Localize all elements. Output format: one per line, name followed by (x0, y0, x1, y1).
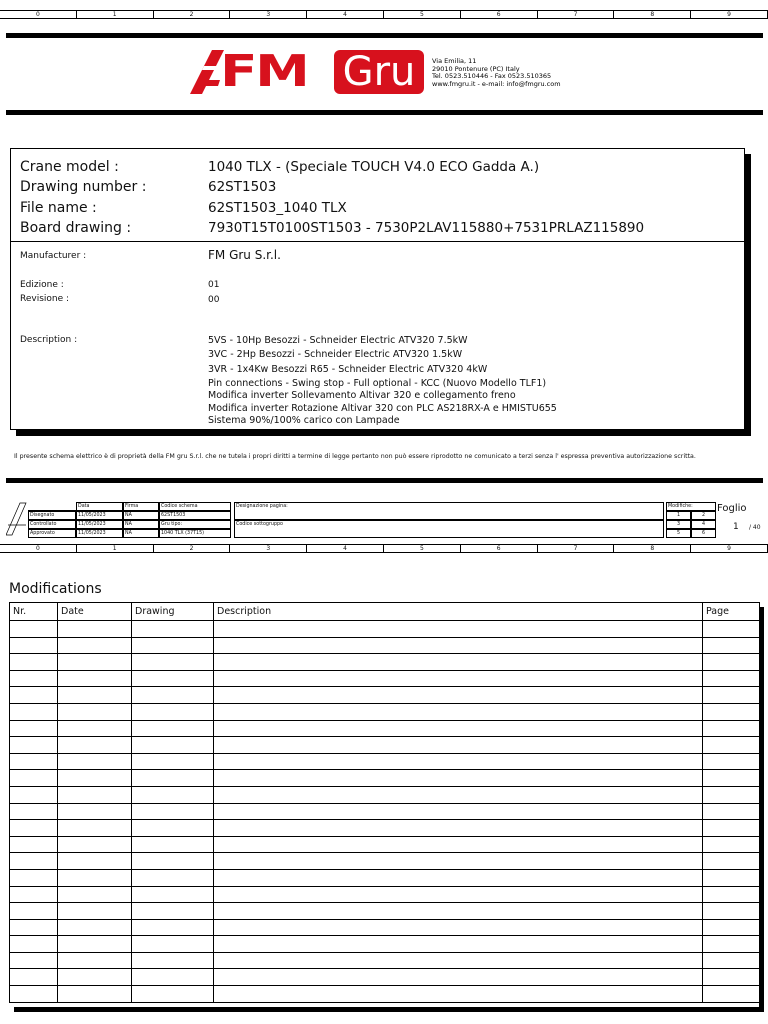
table-cell (214, 869, 703, 886)
table-cell (10, 969, 58, 986)
file-name-label: File name : (20, 200, 97, 216)
table-cell (132, 919, 214, 936)
ruler-tick-label: 1 (77, 545, 154, 553)
tb-col-firma: Firma (123, 502, 159, 511)
ruler-tick-label: 1 (77, 11, 154, 19)
table-cell (703, 670, 760, 687)
table-cell (58, 737, 132, 754)
table-cell (132, 703, 214, 720)
ruler-tick-label: 2 (154, 11, 231, 19)
tb-mod-num: 6 (691, 529, 716, 538)
tb-date-2: 11/05/2023 (76, 520, 123, 529)
table-cell (58, 820, 132, 837)
table-cell (132, 770, 214, 787)
ruler-tick-label: 7 (538, 545, 615, 553)
ruler-tick-label: 5 (384, 11, 461, 19)
table-cell (132, 786, 214, 803)
table-row (10, 703, 760, 720)
table-row (10, 969, 760, 986)
table-cell (10, 952, 58, 969)
table-cell (58, 770, 132, 787)
table-row (10, 952, 760, 969)
description-label: Description : (20, 335, 78, 345)
table-cell (214, 969, 703, 986)
ruler-tick-label: 7 (538, 11, 615, 19)
table-row (10, 869, 760, 886)
modifications-title: Modifications (9, 581, 102, 597)
drawing-info-box (10, 148, 745, 430)
table-cell (214, 720, 703, 737)
table-cell (10, 836, 58, 853)
table-cell (132, 936, 214, 953)
header-nr: Nr. (10, 603, 58, 621)
table-cell (132, 853, 214, 870)
table-cell (132, 869, 214, 886)
table-cell (703, 770, 760, 787)
company-logo (190, 48, 430, 96)
drawing-number-label: Drawing number : (20, 179, 147, 195)
manufacturer-label: Manufacturer : (20, 251, 87, 261)
tb-mod-num: 2 (691, 511, 716, 520)
table-cell (10, 919, 58, 936)
table-cell (214, 820, 703, 837)
logo-fm-text: FM (220, 46, 308, 97)
header-description: Description (214, 603, 703, 621)
table-cell (10, 786, 58, 803)
foglio-label: Foglio (717, 503, 747, 514)
table-cell (58, 886, 132, 903)
table-cell (214, 936, 703, 953)
table-cell (703, 969, 760, 986)
tb-codice-sottogruppo-label: Codice sottogruppo (234, 520, 664, 538)
table-cell (703, 803, 760, 820)
table-row (10, 936, 760, 953)
table-cell (10, 936, 58, 953)
table-cell (58, 670, 132, 687)
header-page: Page (703, 603, 760, 621)
table-cell (132, 654, 214, 671)
table-cell (58, 936, 132, 953)
table-cell (214, 670, 703, 687)
tb-date-3: 11/05/2023 (76, 529, 123, 538)
table-cell (10, 869, 58, 886)
table-row (10, 753, 760, 770)
crane-arrow-icon (190, 50, 224, 94)
table-cell (132, 687, 214, 704)
edizione-label: Edizione : (20, 280, 64, 290)
table-row (10, 903, 760, 920)
table-cell (703, 952, 760, 969)
table-cell (214, 654, 703, 671)
table-cell (703, 720, 760, 737)
table-cell (132, 886, 214, 903)
description-line: Modifica inverter Rotazione Altivar 320 con PLC AS218RX-A e HMISTU655 (208, 403, 557, 414)
address-line: 29010 Pontenure (PC) Italy (432, 64, 520, 73)
table-cell (132, 952, 214, 969)
table-cell (703, 637, 760, 654)
table-cell (703, 654, 760, 671)
table-cell (214, 637, 703, 654)
table-cell (58, 654, 132, 671)
tb-mod-num: 4 (691, 520, 716, 529)
address-line: www.fmgru.it - e-mail: info@fmgru.com (432, 79, 561, 88)
table-cell (10, 737, 58, 754)
table-cell (214, 886, 703, 903)
table-cell (58, 637, 132, 654)
description-line: 3VR - 1x4Kw Besozzi R65 - Schneider Electric ATV320 4kW (208, 364, 488, 375)
table-cell (58, 621, 132, 638)
table-cell (214, 687, 703, 704)
header-date: Date (58, 603, 132, 621)
bottom-ruler (0, 544, 768, 553)
ruler-tick-label: 9 (691, 11, 768, 19)
ruler-tick-label: 8 (614, 11, 691, 19)
ruler-tick-label: 0 (0, 11, 77, 19)
table-header-row (10, 603, 760, 621)
tb-row-disegnato: Disegnato (28, 511, 76, 520)
header-bottom-bar (6, 110, 763, 115)
table-cell (214, 853, 703, 870)
table-cell (703, 886, 760, 903)
table-cell (214, 737, 703, 754)
table-cell (703, 903, 760, 920)
info-divider (11, 241, 744, 242)
table-cell (214, 903, 703, 920)
table-cell (10, 753, 58, 770)
board-drawing-label: Board drawing : (20, 220, 132, 236)
tb-firma-3: NA (123, 529, 159, 538)
table-cell (58, 687, 132, 704)
tb-firma-1: NA (123, 511, 159, 520)
table-row (10, 720, 760, 737)
table-row (10, 919, 760, 936)
table-cell (58, 836, 132, 853)
table-cell (10, 670, 58, 687)
board-drawing-value: 7930T15T0100ST1503 - 7530P2LAV115880+7531PRLAZ115890 (208, 220, 645, 236)
tb-codice-value: 62ST1503 (159, 511, 231, 520)
table-cell (132, 836, 214, 853)
crane-model-label: Crane model : (20, 159, 119, 175)
table-cell (214, 803, 703, 820)
table-row (10, 986, 760, 1003)
table-cell (703, 869, 760, 886)
tb-designazione-label: Designazione pagina: (234, 502, 664, 520)
tb-date-1: 11/05/2023 (76, 511, 123, 520)
table-row (10, 670, 760, 687)
table-cell (58, 903, 132, 920)
foglio-number: 1 (733, 522, 739, 532)
top-ruler (0, 10, 768, 19)
table-cell (132, 969, 214, 986)
ruler-tick-label: 0 (0, 545, 77, 553)
table-cell (10, 720, 58, 737)
table-cell (10, 703, 58, 720)
table-cell (10, 820, 58, 837)
ruler-tick-label: 6 (461, 11, 538, 19)
title-block (6, 500, 763, 538)
tb-gru-tipo-value: 1040 TLX (37T15) (159, 529, 231, 538)
tb-firma-2: NA (123, 520, 159, 529)
table-cell (703, 820, 760, 837)
revisione-label: Revisione : (20, 294, 70, 304)
header-top-bar (6, 33, 763, 38)
copyright-disclaimer: Il presente schema elettrico è di proprietà della FM gru S.r.l. che ne tutela i propri diritti a termine di legge pertanto non può essere riprodotto ne comunicato a terzi senza l' espressa preventiva autorizzazione scritta. (14, 453, 696, 460)
title-block-logo-icon (6, 501, 28, 537)
table-cell (10, 803, 58, 820)
ruler-tick-label: 6 (461, 545, 538, 553)
ruler-tick-label: 3 (230, 11, 307, 19)
table-row (10, 737, 760, 754)
table-cell (703, 986, 760, 1003)
address-line: Tel. 0523.510446 - Fax 0523.510365 (432, 72, 552, 80)
logo-gru-text: Gru (334, 50, 424, 94)
table-cell (132, 670, 214, 687)
tb-blank (28, 500, 76, 511)
table-cell (214, 770, 703, 787)
table-cell (132, 737, 214, 754)
company-address (432, 58, 561, 88)
table-row (10, 687, 760, 704)
table-cell (58, 786, 132, 803)
table-row (10, 853, 760, 870)
description-line: Pin connections - Swing stop - Full optional - KCC (Nuovo Modello TLF1) (208, 378, 547, 389)
ruler-tick-label: 4 (307, 11, 384, 19)
table-cell (58, 753, 132, 770)
modifications-table (9, 602, 759, 1007)
revisione-value: 00 (208, 295, 220, 305)
table-cell (214, 836, 703, 853)
table-cell (703, 737, 760, 754)
ruler-tick-label: 8 (614, 545, 691, 553)
table-cell (58, 969, 132, 986)
table-cell (10, 903, 58, 920)
tb-mod-num: 5 (666, 529, 691, 538)
table-cell (214, 621, 703, 638)
table-cell (132, 903, 214, 920)
table-cell (10, 637, 58, 654)
table-row (10, 786, 760, 803)
table-cell (214, 753, 703, 770)
description-line: Modifica inverter Sollevamento Altivar 320 e collegamento freno (208, 390, 516, 401)
table-cell (214, 919, 703, 936)
drawing-number-value: 62ST1503 (208, 179, 277, 195)
ruler-tick-label: 3 (230, 545, 307, 553)
edizione-value: 01 (208, 280, 220, 290)
table-cell (703, 703, 760, 720)
tb-gru-tipo-label: Gru tipo: (159, 520, 231, 529)
table-cell (132, 803, 214, 820)
table-cell (703, 786, 760, 803)
table-cell (703, 621, 760, 638)
address-line: Via Emilia, 11 (432, 57, 477, 65)
table-cell (214, 986, 703, 1003)
manufacturer-value: FM Gru S.r.l. (208, 248, 281, 262)
table-row (10, 770, 760, 787)
foglio-total: / 40 (749, 524, 761, 531)
table-cell (132, 621, 214, 638)
table-cell (58, 720, 132, 737)
table-cell (132, 720, 214, 737)
tb-col-codice: Codice schema (159, 502, 231, 511)
tb-modifiche-label: Modifiche: (666, 502, 716, 511)
table-cell (58, 853, 132, 870)
table-row (10, 621, 760, 638)
footer-bar (6, 478, 763, 483)
table-cell (58, 952, 132, 969)
table-cell (214, 703, 703, 720)
description-line: 5VS - 10Hp Besozzi - Schneider Electric ATV320 7.5kW (208, 335, 468, 346)
tb-row-approvato: Approvato (28, 529, 76, 538)
table-cell (10, 770, 58, 787)
table-row (10, 820, 760, 837)
table-row (10, 654, 760, 671)
table-cell (132, 753, 214, 770)
table-row (10, 836, 760, 853)
table-row (10, 637, 760, 654)
table-cell (10, 621, 58, 638)
description-line: 3VC - 2Hp Besozzi - Schneider Electric ATV320 1.5kW (208, 349, 463, 360)
table-row (10, 803, 760, 820)
table-cell (214, 786, 703, 803)
table-cell (10, 687, 58, 704)
table-row (10, 886, 760, 903)
table-cell (703, 936, 760, 953)
table-cell (703, 753, 760, 770)
table-cell (132, 986, 214, 1003)
tb-mod-num: 1 (666, 511, 691, 520)
table-cell (703, 836, 760, 853)
crane-model-value: 1040 TLX - (Speciale TOUCH V4.0 ECO Gadda A.) (208, 159, 540, 175)
table-cell (214, 952, 703, 969)
table-cell (10, 986, 58, 1003)
table-cell (132, 637, 214, 654)
table-cell (703, 687, 760, 704)
tb-row-controllato: Controllato (28, 520, 76, 529)
table-cell (132, 820, 214, 837)
ruler-tick-label: 2 (154, 545, 231, 553)
table-cell (58, 869, 132, 886)
table-cell (10, 853, 58, 870)
tb-mod-num: 3 (666, 520, 691, 529)
description-line: Sistema 90%/100% carico con Lampade (208, 415, 400, 426)
table-cell (58, 703, 132, 720)
ruler-tick-label: 9 (691, 545, 768, 553)
ruler-tick-label: 5 (384, 545, 461, 553)
ruler-tick-label: 4 (307, 545, 384, 553)
table-cell (703, 853, 760, 870)
file-name-value: 62ST1503_1040 TLX (208, 200, 347, 216)
tb-col-data: Data (76, 502, 123, 511)
table-cell (10, 654, 58, 671)
table-cell (58, 803, 132, 820)
table-cell (58, 986, 132, 1003)
header-drawing: Drawing (132, 603, 214, 621)
table-cell (10, 886, 58, 903)
table-cell (58, 919, 132, 936)
table-cell (703, 919, 760, 936)
